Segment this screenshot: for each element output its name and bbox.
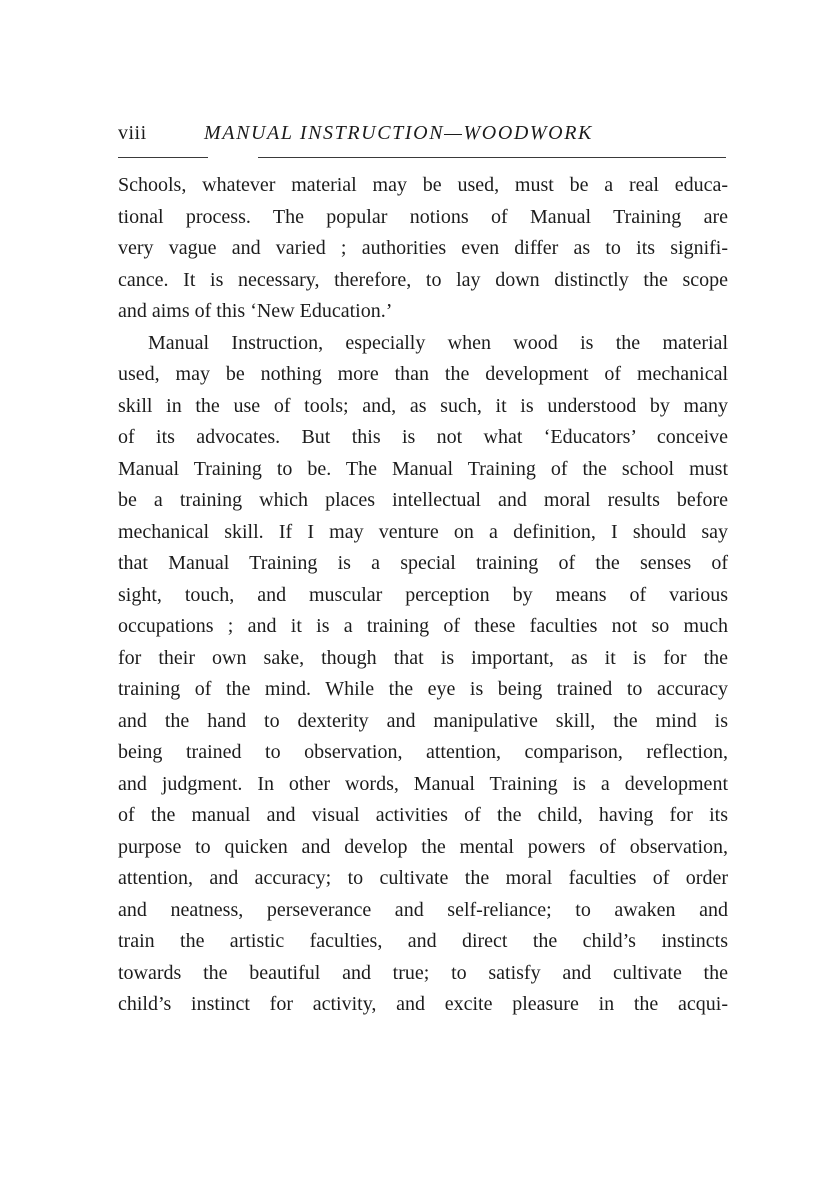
text-line: and the hand to dexterity and manipulative skill, the mind is	[118, 709, 728, 732]
text-line: and neatness, perseverance and self-reliance; to awaken and	[118, 898, 728, 921]
text-line: and aims of this ‘New Education.’	[118, 300, 393, 322]
text-line: occupations ; and it is a training of these faculties not so much	[118, 615, 728, 637]
text-line: very vague and varied ; authorities even differ as to its signifi-	[118, 237, 728, 259]
running-title: MANUAL INSTRUCTION—WOODWORK	[204, 122, 593, 144]
text-line: tional process. The popular notions of Manual Training are	[118, 205, 728, 228]
header-rule-right	[258, 157, 726, 158]
text-line: skill in the use of tools; and, as such, it is understood by many	[118, 394, 728, 417]
text-line: being trained to observation, attention, comparison, reflection,	[118, 741, 728, 763]
text-line: that Manual Training is a special training of the senses of	[118, 552, 728, 574]
text-line: of the manual and visual activities of the child, having for its	[118, 804, 728, 826]
body-text	[118, 170, 728, 1021]
text-line: Schools, whatever material may be used, must be a real educa-	[118, 174, 728, 196]
text-line: child’s instinct for activity, and excite pleasure in the acqui-	[118, 993, 728, 1015]
text-line: mechanical skill. If I may venture on a definition, I should say	[118, 520, 728, 543]
text-line: and judgment. In other words, Manual Training is a development	[118, 772, 728, 795]
text-line: be a training which places intellectual and moral results before	[118, 489, 728, 511]
text-line: for their own sake, though that is important, as it is for the	[118, 646, 728, 669]
text-line: used, may be nothing more than the development of mechanical	[118, 363, 728, 385]
text-line: towards the beautiful and true; to satisfy and cultivate the	[118, 961, 728, 984]
text-line: sight, touch, and muscular perception by means of various	[118, 583, 728, 606]
text-line: Manual Training to be. The Manual Training of the school must	[118, 457, 728, 480]
text-line: attention, and accuracy; to cultivate the moral faculties of order	[118, 867, 728, 889]
paragraph-start-line: Manual Instruction, especially when wood is the material	[148, 331, 728, 354]
text-line: of its advocates. But this is not what ‘Educators’ conceive	[118, 426, 728, 448]
text-line: cance. It is necessary, therefore, to lay down distinctly the scope	[118, 268, 728, 291]
header-rule-left	[118, 157, 208, 158]
text-line: train the artistic faculties, and direct the child’s instincts	[118, 930, 728, 952]
text-line: training of the mind. While the eye is being trained to accuracy	[118, 678, 728, 700]
running-head	[118, 122, 728, 152]
page-number: viii	[118, 122, 147, 144]
text-line: purpose to quicken and develop the mental powers of observation,	[118, 835, 728, 858]
